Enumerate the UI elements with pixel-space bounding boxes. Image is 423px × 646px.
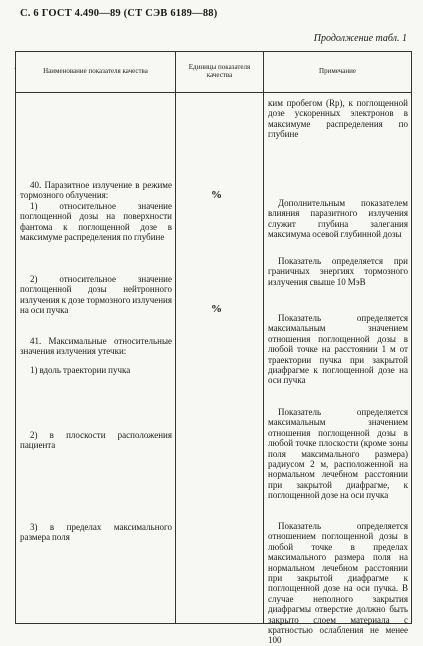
note-40-2: Показатель определяется при граничных энергиях тормозного излучения свыше 10 МэВ: [268, 256, 408, 287]
item-40-2: 2) относительное значение поглощенной дозы нейтронного излучения к дозе тормозного излучения на оси пучка: [20, 274, 172, 316]
item-41-title: 41. Максимальные относительные значения излучения утечки:: [20, 336, 172, 357]
item-41-2: 2) в плоскости расположения пациента: [20, 430, 172, 451]
specification-table: [15, 51, 412, 646]
percent-unit-40: %: [211, 189, 222, 201]
margin-dot: .: [14, 61, 17, 71]
table-header-row: [16, 52, 412, 93]
column-header-units: Единицы показателя качества: [176, 52, 264, 93]
column-header-note: Примечание: [264, 52, 412, 93]
units-column-cell: [176, 93, 264, 624]
page-header: С. 6 ГОСТ 4.490—89 (СТ СЭВ 6189—88): [20, 8, 218, 19]
percent-unit-41: %: [211, 303, 222, 315]
note-40-extra: Дополнительным показателем влияния паразитного излучения служит глубина залегания максимума осевой глубинной дозы: [268, 198, 408, 240]
item-41-3: 3) в пределах максимального размера поля: [20, 522, 172, 543]
item-40-1: 1) относительное значение поглощенной дозы на поверхности фантома к поглощенной дозе в максимуме распределения по глубине: [20, 201, 172, 243]
table-continuation-label: Продолжение табл. 1: [313, 33, 407, 44]
item-40-title: 40. Паразитное излучение в режиме тормозного облучения:: [20, 180, 172, 201]
note-column-cell: [264, 93, 412, 646]
note-continuation: ким пробегом (Rp), к поглощенной дозе ускоренных электронов в максимуме распределения по глубине: [268, 98, 408, 140]
note-41-3: Показатель определяется отношением поглощенной дозы в любой точке в пределах максимального размера поля на нормальном лечебном расстоянии при закрытой диафрагме к поглощенной дозе на оси пучка. В случае неполного закрытия диафрагмы отверстие должно быть закрыто слоем материала с кратностью ослабления не менее 100: [268, 521, 408, 646]
column-header-name: Наименование показателя качества: [16, 52, 176, 93]
name-column-cell: [16, 93, 176, 624]
note-41-2: Показатель определяется максимальным значением отношения поглощенной дозы в любой точке плоскости (кроме зоны поля максимального размера) радиусом 2 м, расположенной на нормальном лечебном расстоянии при закрытой диафрагме, к поглощенной дозе на оси пучка: [268, 407, 408, 501]
note-41-1: Показатель определяется максимальным значением отношения поглощенной дозы в любой точке на расстоянии 1 м от траектории пучка при закрытой диафрагме к поглощенной дозе на оси пучка: [268, 313, 408, 386]
item-41-1: 1) вдоль траектории пучка: [30, 365, 131, 375]
table-body-row: [16, 93, 412, 624]
